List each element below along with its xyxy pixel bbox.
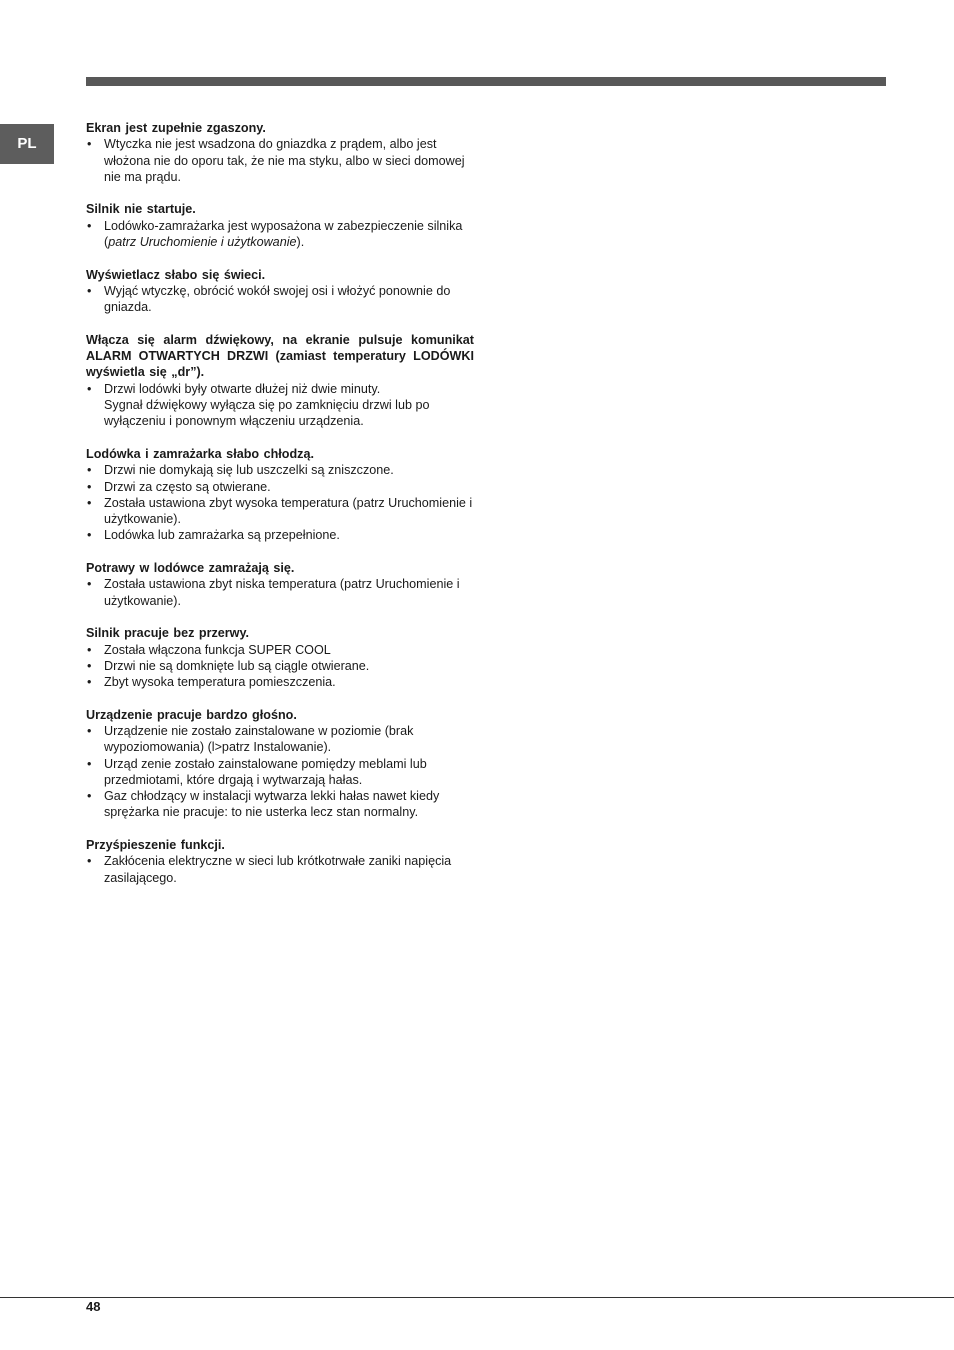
list-item: • Drzwi za często są otwierane. — [86, 479, 474, 495]
section-title: Silnik nie startuje. — [86, 202, 196, 217]
section-items — [86, 283, 474, 316]
section-noisy — [86, 707, 474, 821]
list-item: • Urządzenie nie zostało zainstalowane w poziomie (brak wypoziomowania) (l>patrz Instalowanie). — [86, 723, 474, 756]
section-title: Silnik pracuje bez przerwy. — [86, 626, 250, 641]
list-item: • Drzwi nie domykają się lub uszczelki są zniszczone. — [86, 462, 474, 478]
section-items — [86, 462, 474, 543]
troubleshooting-list — [86, 120, 474, 902]
list-item: • Urząd zenie zostało zainstalowane pomiędzy meblami lub przedmiotami, które drgają i wytwarzają hałas. — [86, 756, 474, 789]
list-item-reference: patrz Uruchomienie i użytkowanie — [108, 235, 297, 250]
section-motor-running — [86, 625, 474, 690]
list-item: • Wtyczka nie jest wsadzona do gniazdka z prądem, albo jest włożona nie do oporu tak, że nie ma styku, albo w sieci domowej nie ma prądu. — [86, 136, 474, 185]
section-screen-off — [86, 120, 474, 185]
list-item: • Została ustawiona zbyt wysoka temperatura (patrz Uruchomienie i użytkowanie). — [86, 495, 474, 528]
section-food-freezing — [86, 560, 474, 609]
section-title: Wyświetlacz słabo się świeci. — [86, 267, 266, 282]
list-item: • Drzwi nie są domknięte lub są ciągle otwierane. — [86, 658, 474, 674]
list-item: • Wyjąć wtyczkę, obrócić wokół swojej osi i włożyć ponownie do gniazda. — [86, 283, 474, 316]
section-items — [86, 723, 474, 821]
section-title: Włącza się alarm dźwiękowy, na ekranie pulsuje komunikat ALARM OTWARTYCH DRZWI (zamiast temperatury LODÓWKI wyświetla się „dr”). — [86, 332, 474, 380]
section-items — [86, 642, 474, 691]
section-title: Lodówka i zamrażarka słabo chłodzą. — [86, 446, 314, 461]
list-item-line: Sygnał dźwiękowy wyłącza się po zamknięciu drzwi lub po wyłączeniu i ponownym włączeniu urządzenia. — [104, 398, 430, 429]
list-item: • Zakłócenia elektryczne w sieci lub krótkotrwałe zaniki napięcia zasilającego. — [86, 853, 474, 886]
section-items — [86, 381, 474, 430]
list-item: • Została włączona funkcja SUPER COOL — [86, 642, 474, 658]
section-title: Ekran jest zupełnie zgaszony. — [86, 121, 266, 135]
section-items — [86, 218, 474, 251]
section-title: Potrawy w lodówce zamrażają się. — [86, 561, 295, 576]
section-title: Urządzenie pracuje bardzo głośno. — [86, 707, 297, 722]
list-item-text: Lodówko-zamrażarka jest wyposażona w zabezpieczenie silnika ( — [104, 218, 463, 250]
header-bar — [86, 77, 886, 86]
page-number: 48 — [86, 1299, 101, 1314]
section-function-acceleration — [86, 837, 474, 886]
section-title: Przyśpieszenie funkcji. — [86, 838, 225, 853]
section-display-dim — [86, 267, 474, 316]
section-motor-not-starting — [86, 201, 474, 250]
section-weak-cooling — [86, 446, 474, 544]
footer-rule — [0, 1297, 954, 1298]
list-item — [86, 218, 474, 251]
language-tab: PL — [0, 124, 54, 164]
list-item-line: • Drzwi lodówki były otwarte dłużej niż dwie minuty. — [104, 381, 381, 396]
section-items — [86, 853, 474, 886]
list-item: • Lodówka lub zamrażarka są przepełnione. — [86, 527, 474, 543]
list-item: • Została ustawiona zbyt niska temperatura (patrz Uruchomienie i użytkowanie). — [86, 576, 474, 609]
list-item — [86, 381, 474, 430]
list-item: • Gaz chłodzący w instalacji wytwarza lekki hałas nawet kiedy sprężarka nie pracuje: to nie usterka lecz stan normalny. — [86, 788, 474, 821]
section-door-alarm — [86, 332, 474, 430]
section-items — [86, 576, 474, 609]
list-item-text: ). — [296, 235, 305, 250]
section-items — [86, 136, 474, 185]
list-item: • Zbyt wysoka temperatura pomieszczenia. — [86, 674, 474, 690]
